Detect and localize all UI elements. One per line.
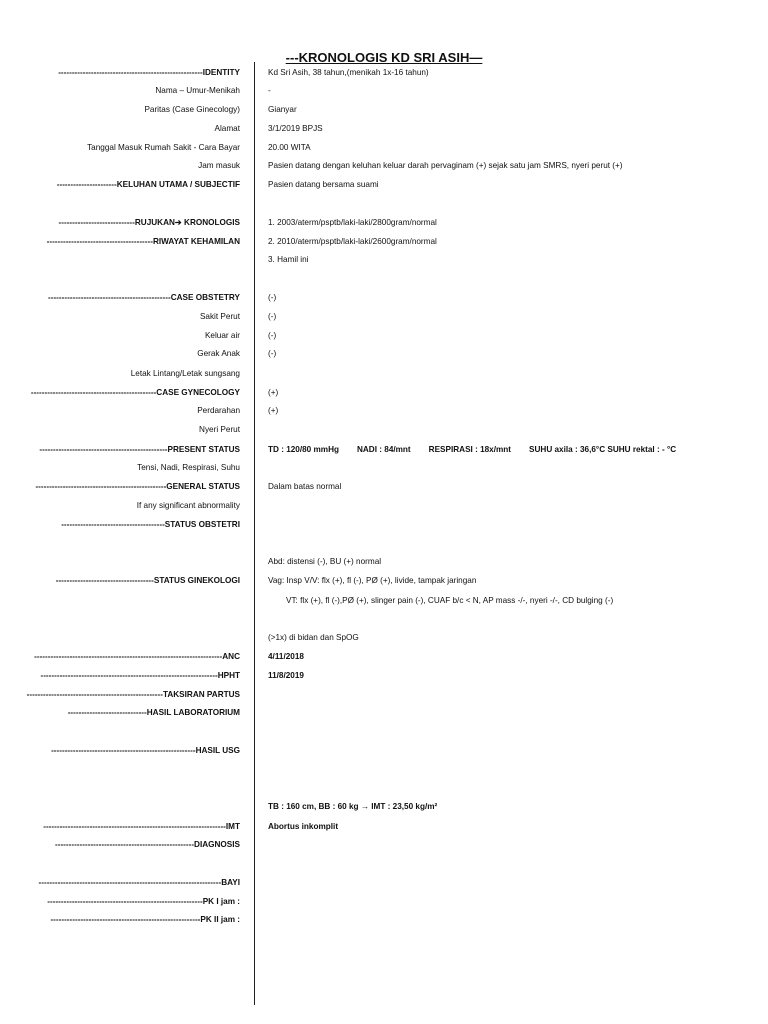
label-hpht: -----------------------------------------------------------------HPHT: [40, 671, 240, 680]
label-bayi: -------------------------------------------------------------------BAYI: [38, 878, 240, 887]
label-hasil-usg: -----------------------------------------------------HASIL USG: [51, 746, 240, 755]
label-case-obstetry: ---------------------------------------------CASE OBSTETRY: [48, 293, 240, 302]
label-letak: Letak Lintang/Letak sungsang: [130, 369, 240, 378]
row-keluhan-utama: [0, 175, 768, 194]
value-hpht: 11/8/2019: [268, 671, 304, 680]
row-case-obstetry: [0, 288, 768, 307]
vital-nadi: NADI : 84/mnt: [356, 445, 411, 454]
label-pk2: -------------------------------------------------------PK II jam :: [50, 915, 240, 924]
row-tensi: [0, 458, 768, 477]
row-hamil-ini: [0, 250, 768, 269]
row-bayi: [0, 873, 768, 892]
row-tb-bb: [0, 797, 768, 816]
row-paritas: [0, 100, 768, 119]
row-status-obstetri: [0, 515, 768, 534]
row-vt: [0, 591, 768, 610]
value-abd: Abd: distensi (-), BU (+) normal: [268, 557, 382, 566]
label-case-gynecology: ----------------------------------------------CASE GYNECOLOGY: [30, 388, 240, 397]
row-perdarahan: [0, 401, 768, 420]
label-keluar-air: Keluar air: [204, 331, 240, 340]
value-identity: Kd Sri Asih, 38 tahun,(menikah 1x-16 tahun): [268, 68, 429, 77]
value-status-ginekologi: Vag: Insp V/V: flx (+), fl (-), PØ (+), livide, tampak jaringan: [268, 576, 477, 585]
row-keluar-air: [0, 326, 768, 345]
label-pk1: ---------------------------------------------------------PK I jam :: [47, 897, 240, 906]
row-nyeri-perut: [0, 420, 768, 439]
label-sakit-perut: Sakit Perut: [199, 312, 240, 321]
row-pk2: [0, 910, 768, 929]
label-abnormality: If any significant abnormality: [136, 501, 240, 510]
row-general-status: [0, 477, 768, 496]
label-nama: Nama – Umur-Menikah: [155, 86, 240, 95]
value-case-gynecology: (+): [268, 388, 279, 397]
vital-td: TD : 120/80 mmHg: [268, 445, 339, 454]
value-jam-masuk: Pasien datang dengan keluhan keluar darah pervaginam (+) sejak satu jam SMRS, nyeri perut (+): [268, 161, 623, 170]
label-alamat: Alamat: [214, 124, 240, 133]
label-anc: ---------------------------------------------------------------------ANC: [34, 652, 240, 661]
row-imt: [0, 817, 768, 836]
label-keluhan-utama: ----------------------KELUHAN UTAMA / SUBJECTIF: [56, 180, 240, 189]
value-gerak-anak: (-): [268, 349, 277, 358]
row-hasil-usg: [0, 741, 768, 760]
row-status-ginekologi: [0, 571, 768, 590]
label-perdarahan: Perdarahan: [197, 406, 240, 415]
label-riwayat-kehamilan: ---------------------------------------RIWAYAT KEHAMILAN: [46, 237, 240, 246]
vital-suhu: SUHU axila : 36,6°C SUHU rektal : - °C: [529, 445, 677, 454]
label-jam-masuk: Jam masuk: [198, 161, 240, 170]
label-status-obstetri: --------------------------------------STATUS OBSTETRI: [61, 520, 240, 529]
vital-respirasi: RESPIRASI : 18x/mnt: [428, 445, 512, 454]
row-present-status: [0, 440, 768, 459]
value-general-status: Dalam batas normal: [268, 482, 342, 491]
value-paritas: Gianyar: [268, 105, 297, 114]
row-jam-masuk: [0, 156, 768, 175]
row-riwayat-kehamilan: [0, 232, 768, 251]
row-sakit-perut: [0, 307, 768, 326]
value-anc: 4/11/2018: [268, 652, 304, 661]
row-hasil-laboratorium: [0, 703, 768, 722]
label-identity: -----------------------------------------------------IDENTITY: [58, 68, 240, 77]
row-diagnosis: [0, 835, 768, 854]
row-alamat: [0, 119, 768, 138]
label-tanggal-masuk: Tanggal Masuk Rumah Sakit - Cara Bayar: [87, 143, 240, 152]
value-perdarahan: (+): [268, 406, 279, 415]
row-case-gynecology: [0, 383, 768, 402]
value-tanggal-masuk: 20.00 WITA: [268, 143, 311, 152]
value-hamil-ini: 3. Hamil ini: [268, 255, 309, 264]
row-nama: [0, 81, 768, 100]
row-letak: [0, 364, 768, 383]
label-imt: -------------------------------------------------------------------IMT: [43, 822, 240, 831]
value-alamat: 3/1/2019 BPJS: [268, 124, 323, 133]
label-gerak-anak: Gerak Anak: [197, 349, 240, 358]
label-paritas: Paritas (Case Ginecology): [144, 105, 240, 114]
value-anc-note: (>1x) di bidan dan SpOG: [268, 633, 359, 642]
label-status-ginekologi: ------------------------------------STATUS GINEKOLOGI: [55, 576, 240, 585]
label-diagnosis: ---------------------------------------------------DIAGNOSIS: [55, 840, 240, 849]
row-gerak-anak: [0, 344, 768, 363]
row-abd: [0, 552, 768, 571]
value-tb-bb: TB : 160 cm, BB : 60 kg → IMT : 23,50 kg/m²: [268, 802, 438, 811]
value-nama: -: [268, 86, 271, 95]
row-taksiran-partus: [0, 685, 768, 704]
value-rujukan: 1. 2003/aterm/psptb/laki-laki/2800gram/normal: [268, 218, 437, 227]
value-vitals: [268, 440, 676, 459]
row-tanggal-masuk: [0, 138, 768, 157]
label-present-status: -----------------------------------------------PRESENT STATUS: [39, 445, 240, 454]
label-rujukan: ----------------------------RUJUKAN➔ KRONOLOGIS: [58, 218, 240, 227]
value-keluhan-utama: Pasien datang bersama suami: [268, 180, 379, 189]
value-sakit-perut: (-): [268, 312, 277, 321]
document-title: ---KRONOLOGIS KD SRI ASIH—: [285, 50, 483, 65]
row-anc-note: [0, 628, 768, 647]
value-riwayat-kehamilan: 2. 2010/aterm/psptb/laki-laki/2600gram/normal: [268, 237, 437, 246]
row-rujukan: [0, 213, 768, 232]
value-keluar-air: (-): [268, 331, 277, 340]
label-hasil-laboratorium: -----------------------------HASIL LABORATORIUM: [67, 708, 240, 717]
value-vt: VT: flx (+), fl (-),PØ (+), slinger pain (-), CUAF b/c < N, AP mass -/-, nyeri -/-, CD bulging (-): [286, 596, 614, 605]
row-identity: [0, 63, 768, 82]
row-pk1: [0, 892, 768, 911]
label-taksiran-partus: --------------------------------------------------TAKSIRAN PARTUS: [26, 690, 240, 699]
row-hpht: [0, 666, 768, 685]
label-general-status: ------------------------------------------------GENERAL STATUS: [35, 482, 240, 491]
row-abnormality: [0, 496, 768, 515]
label-nyeri-perut: Nyeri Perut: [199, 425, 240, 434]
row-anc: [0, 647, 768, 666]
label-tensi: Tensi, Nadi, Respirasi, Suhu: [137, 463, 240, 472]
value-case-obstetry: (-): [268, 293, 277, 302]
value-imt: Abortus inkomplit: [268, 822, 339, 831]
